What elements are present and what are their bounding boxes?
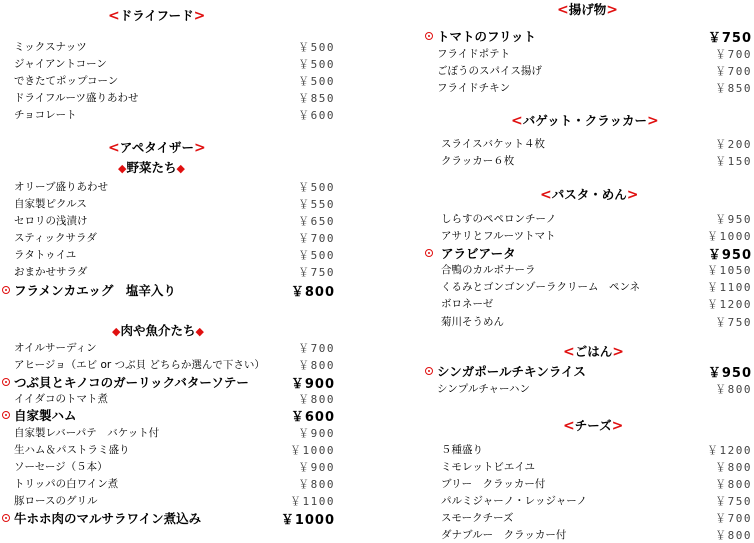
menu-item-name: セロリの浅漬け: [14, 215, 88, 227]
menu-item-name: イイダコのトマト煮: [14, 393, 108, 405]
menu-item-name: つぶ貝とキノコのガーリックバターソテー: [14, 375, 249, 390]
bracket-right-icon: >: [647, 113, 659, 129]
menu-item-name: 生ハム＆パストラミ盛り: [14, 444, 130, 456]
menu-item-name: フラメンカエッグ 塩辛入り: [14, 283, 176, 298]
menu-item-price: ￥500: [298, 181, 335, 194]
menu-item-price: ￥1000: [707, 230, 752, 243]
menu-item-price: ￥800: [290, 285, 335, 300]
menu-item-name: スライスバケット４枚: [441, 138, 546, 150]
menu-item-name: ボロネーゼ: [441, 298, 494, 310]
section-cheese: [563, 416, 623, 434]
section-dry-food: [108, 6, 205, 24]
bracket-left-icon: <: [108, 140, 120, 156]
section-pasta: [540, 185, 638, 203]
section-rice: [563, 342, 624, 360]
section-baguette-cracker: [511, 111, 659, 129]
menu-item-name: トマトのフリット: [437, 29, 537, 44]
menu-item-name: フライドポテト: [437, 48, 511, 60]
menu-item-name: 菊川そうめん: [441, 316, 504, 328]
menu-item-price: ￥750: [298, 266, 335, 279]
menu-item-price: ￥850: [715, 82, 752, 95]
menu-item-name: パルミジャーノ・レッジャーノ: [441, 495, 588, 507]
menu-item-name: ジャイアントコーン: [14, 58, 107, 70]
menu-item-price: ￥1200: [707, 298, 752, 311]
recommended-icon: [425, 367, 433, 375]
menu-item-price: ￥750: [715, 316, 752, 329]
menu-item-name: できたてポップコーン: [14, 75, 119, 87]
menu-item-price: ￥900: [298, 461, 335, 474]
menu-item-name: しらすのペペロンチーノ: [441, 213, 557, 225]
diamond-icon: ◆: [112, 325, 121, 338]
recommended-icon: [2, 378, 10, 386]
recommended-icon: [2, 514, 10, 522]
menu-item-price: ￥900: [290, 377, 335, 392]
menu-item-name: スティックサラダ: [14, 232, 97, 244]
menu-item-price: ￥800: [298, 393, 335, 406]
section-rice-text: ごはん: [574, 344, 613, 359]
bracket-right-icon: >: [193, 8, 206, 24]
menu-item-name: ラタトゥイユ: [14, 249, 77, 261]
diamond-icon: ◆: [195, 325, 204, 338]
menu-item-name: ミックスナッツ: [14, 41, 87, 53]
diamond-icon: ◆: [118, 162, 127, 175]
section-baguette-cracker-text: バゲット・クラッカー: [522, 113, 647, 128]
menu-item-name: オイルサーディン: [14, 342, 97, 354]
menu-item-price: ￥1050: [707, 264, 752, 277]
menu-item-name: アヒージョ（エビ or つぶ貝 どちらか選んで下さい）: [14, 359, 265, 371]
menu-item-price: ￥500: [298, 58, 335, 71]
menu-item-name: シンプルチャーハン: [437, 383, 530, 395]
menu-item-name: ごぼうのスパイス揚げ: [437, 65, 542, 77]
menu-item-price: ￥850: [298, 92, 335, 105]
menu-item-price: ￥750: [707, 31, 752, 46]
menu-item-price: ￥1000: [290, 444, 335, 457]
section-cheese-text: チーズ: [574, 418, 612, 433]
menu-item-name: クラッカー６枚: [441, 155, 515, 167]
menu-item-name: スモークチーズ: [441, 512, 514, 524]
menu-item-price: ￥600: [290, 410, 335, 425]
bracket-right-icon: >: [626, 187, 639, 203]
menu-item-name: 自家製ピクルス: [14, 198, 87, 210]
menu-item-price: ￥800: [715, 461, 752, 474]
menu-item-price: ￥800: [715, 383, 752, 396]
menu-item-name: 自家製ハム: [14, 408, 77, 423]
bracket-left-icon: <: [511, 113, 523, 129]
subsection-meat-seafood-text: 肉や魚介たち: [120, 323, 196, 338]
menu-item-price: ￥900: [298, 427, 335, 440]
menu-item-price: ￥200: [715, 138, 752, 151]
menu-item-name: くるみとゴンゴンゾーラクリーム ペンネ: [441, 281, 641, 293]
menu-item-name: チョコレート: [14, 109, 77, 121]
recommended-icon: [425, 249, 433, 257]
bracket-left-icon: <: [108, 8, 120, 24]
menu-item-name: トリッパの白ワイン煮: [14, 478, 119, 490]
menu-item-price: ￥500: [298, 75, 335, 88]
subsection-vegetables-text: 野菜たち: [126, 160, 177, 175]
menu-item-price: ￥500: [298, 41, 335, 54]
menu-item-price: ￥550: [298, 198, 335, 211]
section-fried-text: 揚げ物: [568, 2, 607, 17]
recommended-icon: [2, 286, 10, 294]
menu-item-price: ￥150: [715, 155, 752, 168]
bracket-left-icon: <: [563, 418, 575, 434]
menu-item-price: ￥700: [715, 48, 752, 61]
menu-item-name: ミモレットビエイユ: [441, 461, 535, 473]
menu-item-name: シンガポールチキンライス: [437, 364, 586, 379]
menu-item-price: ￥700: [715, 65, 752, 78]
menu-item-price: ￥750: [715, 495, 752, 508]
menu-item-price: ￥950: [707, 248, 752, 263]
bracket-right-icon: >: [606, 2, 618, 18]
menu-item-price: ￥800: [715, 478, 752, 491]
menu-item-price: ￥500: [298, 249, 335, 262]
bracket-left-icon: <: [540, 187, 552, 203]
section-dry-food-text: ドライフード: [119, 8, 194, 23]
menu-item-price: ￥700: [298, 342, 335, 355]
menu-item-name: 合鴨のカルボナーラ: [441, 264, 536, 276]
menu-item-price: ￥800: [715, 529, 752, 542]
menu-item-price: ￥950: [715, 213, 752, 226]
menu-item-name: ブリー クラッカー付: [441, 478, 546, 490]
subsection-vegetables: [118, 158, 185, 176]
section-fried: [557, 0, 618, 18]
menu-item-price: ￥1000: [280, 513, 335, 528]
menu-item-price: ￥800: [298, 478, 335, 491]
menu-item-price: ￥800: [298, 359, 335, 372]
menu-item-name: おまかせサラダ: [14, 266, 88, 278]
menu-item-name: 豚ロースのグリル: [14, 495, 98, 507]
diamond-icon: ◆: [176, 162, 185, 175]
menu-item-name: ドライフルーツ盛りあわせ: [14, 92, 139, 104]
menu-item-price: ￥950: [707, 366, 752, 381]
menu-item-price: ￥650: [298, 215, 335, 228]
menu-item-price: ￥700: [298, 232, 335, 245]
section-appetizer-text: アペタイザー: [119, 140, 194, 155]
section-appetizer: [108, 138, 206, 156]
menu-item-name: ソーセージ（５本）: [14, 461, 108, 473]
menu-item-price: ￥1100: [290, 495, 335, 508]
recommended-icon: [2, 411, 10, 419]
menu-item-name: 自家製レバーパテ バケット付: [14, 427, 160, 439]
menu-item-name: アサリとフルーツトマト: [441, 230, 556, 242]
menu-item-name: オリーブ盛りあわせ: [14, 181, 108, 193]
bracket-right-icon: >: [612, 344, 624, 360]
bracket-left-icon: <: [563, 344, 575, 360]
menu-item-name: ダナブルー クラッカー付: [441, 529, 567, 541]
bracket-right-icon: >: [611, 418, 624, 434]
subsection-meat-seafood: [112, 321, 204, 339]
menu-item-price: ￥1100: [707, 281, 752, 294]
menu-item-name: アラビアータ: [441, 246, 516, 261]
section-pasta-text: パスタ・めん: [551, 187, 627, 202]
bracket-right-icon: >: [194, 140, 206, 156]
menu-item-price: ￥600: [298, 109, 335, 122]
menu-item-name: フライドチキン: [437, 82, 511, 94]
bracket-left-icon: <: [557, 2, 569, 18]
menu-item-name: 牛ホホ肉のマルサラワイン煮込み: [14, 511, 202, 526]
menu-item-price: ￥700: [715, 512, 752, 525]
recommended-icon: [425, 32, 433, 40]
menu-item-name: ５種盛り: [441, 444, 483, 456]
menu-item-price: ￥1200: [707, 444, 752, 457]
